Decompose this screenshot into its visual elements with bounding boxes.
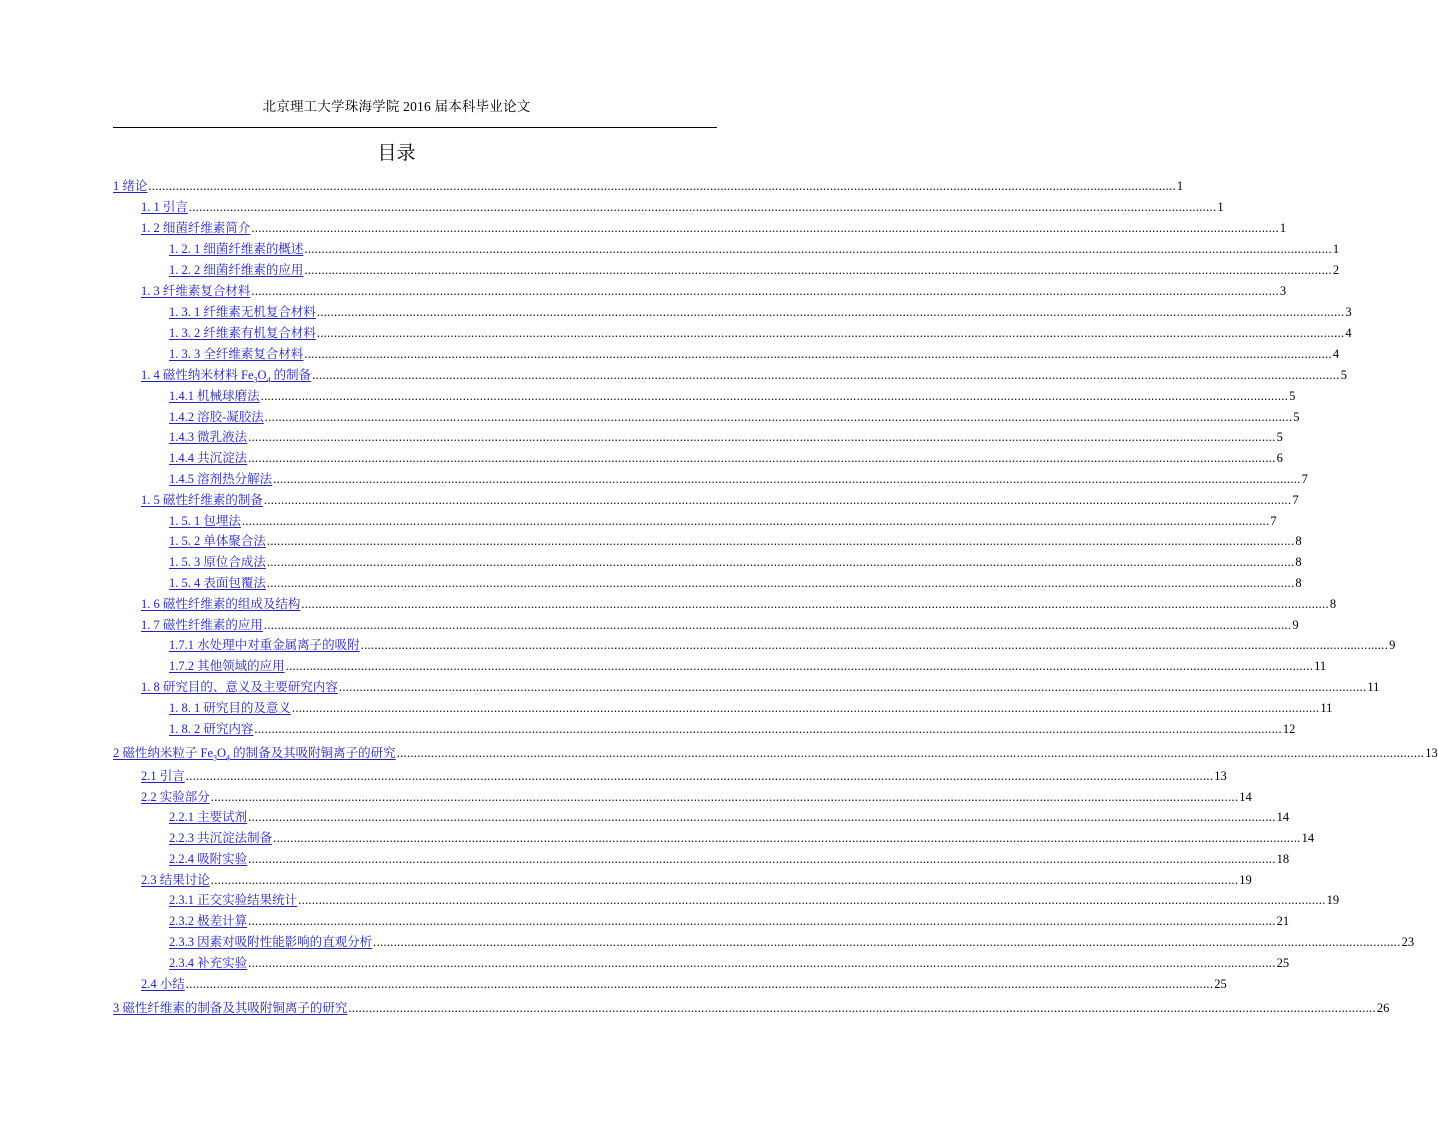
dot-leader: ............................................................................................................................................................................................................................................................................................................ [285,659,1314,673]
toc-1-5[interactable] [141,492,1299,508]
toc-entry-link[interactable]: 1. 2. 1 细菌纤维素的概述 [169,242,304,256]
toc-entry-link[interactable]: 1.4.4 共沉淀法 [169,451,248,465]
dot-leader: ............................................................................................................................................................................................................................................................................................................ [185,769,1214,783]
toc-entry-link[interactable]: 1. 7 磁性纤维素的应用 [141,618,263,632]
toc-1-5-1[interactable] [169,513,1277,529]
toc-entry-link[interactable]: 1. 3. 3 全纤维素复合材料 [169,347,304,361]
page-number: 13 [1425,746,1438,760]
dot-leader: ............................................................................................................................................................................................................................................................................................................ [210,790,1239,804]
toc-1-5-2[interactable] [169,533,1302,549]
toc-1-7-2[interactable] [169,658,1327,674]
dot-leader: ............................................................................................................................................................................................................................................................................................................ [273,472,1301,486]
page-number: 11 [1314,659,1327,673]
dot-leader: ............................................................................................................................................................................................................................................................................................................ [263,493,1292,507]
toc-2-3-4[interactable] [169,955,1290,971]
toc-entry-link[interactable]: 1. 8 研究目的、意义及主要研究内容 [141,680,338,694]
dot-leader: ............................................................................................................................................................................................................................................................................................................ [248,956,1276,970]
dot-leader: ............................................................................................................................................................................................................................................................................................................ [304,263,1332,277]
dot-leader: ............................................................................................................................................................................................................................................................................................................ [263,618,1292,632]
toc-1-4-1[interactable] [169,388,1296,404]
page-number: 8 [1329,597,1337,611]
toc-entry-link[interactable]: 1. 3. 2 纤维素有机复合材料 [169,326,316,340]
toc-1-4-2[interactable] [169,409,1300,425]
toc-entry-link[interactable]: 2.2.1 主要试剂 [169,810,248,824]
page-number: 26 [1376,1001,1390,1015]
toc-2-3-1[interactable] [169,892,1340,908]
dot-leader: ............................................................................................................................................................................................................................................................................................................ [248,810,1276,824]
toc-entry-link[interactable]: 1 绪论 [113,179,148,193]
dot-leader: ............................................................................................................................................................................................................................................................................................................ [185,977,1214,991]
page-number: 13 [1214,769,1227,783]
dot-leader: ............................................................................................................................................................................................................................................................................................................ [312,368,1340,382]
dot-leader: ............................................................................................................................................................................................................................................................................................................ [248,914,1276,928]
dot-leader: ............................................................................................................................................................................................................................................................................................................ [304,242,1332,256]
running-header: 北京理工大学珠海学院 2016 届本科毕业论文 [262,99,531,114]
page-number: 14 [1239,790,1252,804]
page-number: 14 [1276,810,1290,824]
toc-1-8[interactable] [141,679,1380,695]
toc-entry-link[interactable]: 1.4.5 溶剂热分解法 [169,472,273,486]
toc-1-2-2[interactable] [169,262,1340,278]
dot-leader: ............................................................................................................................................................................................................................................................................................................ [338,680,1367,694]
dot-leader: ............................................................................................................................................................................................................................................................................................................ [360,638,1389,652]
toc-2-2-4[interactable] [169,851,1290,867]
page-number: 9 [1292,618,1299,632]
toc-1-3-3[interactable] [169,346,1340,362]
page-number: 23 [1401,935,1415,949]
dot-leader: ............................................................................................................................................................................................................................................................................................................ [298,893,1326,907]
page-number: 1 [1176,179,1184,193]
page-number: 9 [1389,638,1396,652]
page-number: 1 [1279,221,1287,235]
toc-entry-link[interactable]: 2 磁性纳米粒子 $Fe_3O_4$ 的制备及其吸附铜离子的研究 [113,746,396,763]
toc-1-7-1[interactable] [169,637,1396,653]
toc-entry-link[interactable]: 1. 3. 1 纤维素无机复合材料 [169,305,316,319]
toc-entry-link[interactable]: 1. 5. 4 表面包覆法 [169,576,266,590]
toc-entry-link[interactable]: 1.4.1 机械球磨法 [169,389,260,403]
page-number: 8 [1295,534,1302,548]
dot-leader: ............................................................................................................................................................................................................................................................................................................ [266,555,1295,569]
page-number: 4 [1332,347,1340,361]
page-number: 7 [1301,472,1308,486]
toc-1-5-4[interactable] [169,575,1302,591]
dot-leader: ............................................................................................................................................................................................................................................................................................................ [260,389,1289,403]
toc-entry-link[interactable]: 2.3 结果讨论 [141,873,210,887]
toc-entry-link[interactable]: 1. 2 细菌纤维素简介 [141,221,251,235]
toc-1-3[interactable] [141,283,1287,299]
toc-entry-link[interactable]: 2.3.4 补充实验 [169,956,248,970]
dot-leader: ............................................................................................................................................................................................................................................................................................................ [316,305,1345,319]
page-number: 1 [1217,200,1224,214]
toc-entry-link[interactable]: 1. 2. 2 细菌纤维素的应用 [169,263,304,277]
toc-entry-link[interactable]: 1. 5. 3 原位合成法 [169,555,266,569]
dot-leader: ............................................................................................................................................................................................................................................................................................................ [291,701,1320,715]
page-number: 5 [1340,368,1347,382]
toc-entry-link[interactable]: 2.3.1 正交实验结果统计 [169,893,298,907]
page-number: 25 [1276,956,1290,970]
toc-1-8-1[interactable] [169,700,1333,716]
dot-leader: ............................................................................................................................................................................................................................................................................................................ [188,200,1217,214]
toc-entry-link[interactable]: 1.4.3 微乳液法 [169,430,248,444]
toc-1[interactable] [113,178,1184,194]
page-number: 19 [1239,873,1252,887]
toc-2[interactable] [113,745,1438,763]
toc-2-4[interactable] [141,976,1227,992]
dot-leader: ............................................................................................................................................................................................................................................................................................................ [248,852,1276,866]
page-number: 3 [1279,284,1287,298]
toc-entry-link[interactable]: 1.7.1 水处理中对重金属离子的吸附 [169,638,360,652]
page-number: 14 [1301,831,1315,845]
dot-leader: ............................................................................................................................................................................................................................................................................................................ [264,410,1293,424]
toc-1-4[interactable] [141,367,1347,385]
toc-1-3-2[interactable] [169,325,1352,341]
toc-entry-link[interactable]: 3 磁性纤维素的制备及其吸附铜离子的研究 [113,1001,348,1015]
toc-entry-link[interactable]: 2.3.2 极差计算 [169,914,248,928]
toc-1-8-2[interactable] [169,721,1296,737]
dot-leader: ............................................................................................................................................................................................................................................................................................................ [248,451,1276,465]
toc-1-4-3[interactable] [169,429,1283,445]
dot-leader: ............................................................................................................................................................................................................................................................................................................ [304,347,1332,361]
toc-entry-link[interactable]: 2.2.3 共沉淀法制备 [169,831,273,845]
dot-leader: ............................................................................................................................................................................................................................................................................................................ [373,935,1401,949]
toc-entry-link[interactable]: 1. 1 引言 [141,200,188,214]
dot-leader: ............................................................................................................................................................................................................................................................................................................ [266,576,1295,590]
page-number: 4 [1345,326,1352,340]
page-number: 1 [1332,242,1340,256]
dot-leader: ............................................................................................................................................................................................................................................................................................................ [348,1001,1376,1015]
page-number: 7 [1270,514,1277,528]
page-number: 12 [1282,722,1296,736]
page-number: 5 [1276,430,1283,444]
dot-leader: ............................................................................................................................................................................................................................................................................................................ [266,534,1295,548]
toc-2-3[interactable] [141,872,1252,888]
toc-2-1[interactable] [141,768,1227,784]
toc-entry-link[interactable]: 2.2 实验部分 [141,790,210,804]
dot-leader: ............................................................................................................................................................................................................................................................................................................ [251,284,1279,298]
toc-1-4-5[interactable] [169,471,1308,487]
toc-entry-link[interactable]: 2.4 小结 [141,977,185,991]
toc-2-3-3[interactable] [169,934,1415,950]
toc-entry-link[interactable]: 2.1 引言 [141,769,185,783]
toc-1-5-3[interactable] [169,554,1302,570]
page-title: 目录 [377,143,416,164]
dot-leader: ............................................................................................................................................................................................................................................................................................................ [316,326,1345,340]
dot-leader: ............................................................................................................................................................................................................................................................................................................ [396,746,1425,760]
dot-leader: ............................................................................................................................................................................................................................................................................................................ [148,179,1176,193]
toc-entry-link[interactable]: 1. 5 磁性纤维素的制备 [141,493,263,507]
page-number: 5 [1289,389,1296,403]
toc-entry-link[interactable]: 1.7.2 其他领域的应用 [169,659,285,673]
toc-entry-link[interactable]: 1. 8. 2 研究内容 [169,722,254,736]
toc-entry-link[interactable]: 1. 5. 2 单体聚合法 [169,534,266,548]
toc-2-2-3[interactable] [169,830,1315,846]
page-number: 2 [1332,263,1340,277]
toc-entry-link[interactable]: 1.4.2 溶胶-凝胶法 [169,410,264,424]
dot-leader: ............................................................................................................................................................................................................................................................................................................ [248,430,1276,444]
dot-leader: ............................................................................................................................................................................................................................................................................................................ [210,873,1239,887]
page-number: 11 [1320,701,1333,715]
header-divider [113,127,717,128]
page-number: 6 [1276,451,1283,465]
toc-1-6[interactable] [141,596,1337,612]
toc-1-7[interactable] [141,617,1299,633]
page-number: 19 [1326,893,1340,907]
toc-1-3-1[interactable] [169,304,1352,320]
page-number: 7 [1292,493,1299,507]
page-number: 18 [1276,852,1290,866]
toc-3[interactable] [113,1000,1390,1016]
toc-2-2-1[interactable] [169,809,1290,825]
toc-2-2[interactable] [141,789,1252,805]
toc-entry-link[interactable]: 1. 3 纤维素复合材料 [141,284,251,298]
page-number: 11 [1367,680,1380,694]
toc-entry-link[interactable]: 1. 6 磁性纤维素的组成及结构 [141,597,301,611]
toc-1-4-4[interactable] [169,450,1283,466]
toc-entry-link[interactable]: 1. 8. 1 研究目的及意义 [169,701,291,715]
toc-1-2[interactable] [141,220,1287,236]
page-number: 25 [1214,977,1227,991]
toc-2-3-2[interactable] [169,913,1290,929]
dot-leader: ............................................................................................................................................................................................................................................................................................................ [273,831,1301,845]
toc-1-1[interactable] [141,199,1224,215]
page-number: 8 [1295,555,1302,569]
toc-entry-link[interactable]: 1. 4 磁性纳米材料 $Fe_3O_4$ 的制备 [141,368,312,385]
page-number: 8 [1295,576,1302,590]
page-number: 21 [1276,914,1290,928]
page-number: 3 [1345,305,1352,319]
dot-leader: ............................................................................................................................................................................................................................................................................................................ [251,221,1279,235]
dot-leader: ............................................................................................................................................................................................................................................................................................................ [301,597,1329,611]
toc-entry-link[interactable]: 2.2.4 吸附实验 [169,852,248,866]
page-number: 5 [1293,410,1300,424]
toc-1-2-1[interactable] [169,241,1340,257]
dot-leader: ............................................................................................................................................................................................................................................................................................................ [254,722,1282,736]
dot-leader: ............................................................................................................................................................................................................................................................................................................ [241,514,1270,528]
toc-entry-link[interactable]: 1. 5. 1 包埋法 [169,514,241,528]
toc-entry-link[interactable]: 2.3.3 因素对吸附性能影响的直观分析 [169,935,373,949]
